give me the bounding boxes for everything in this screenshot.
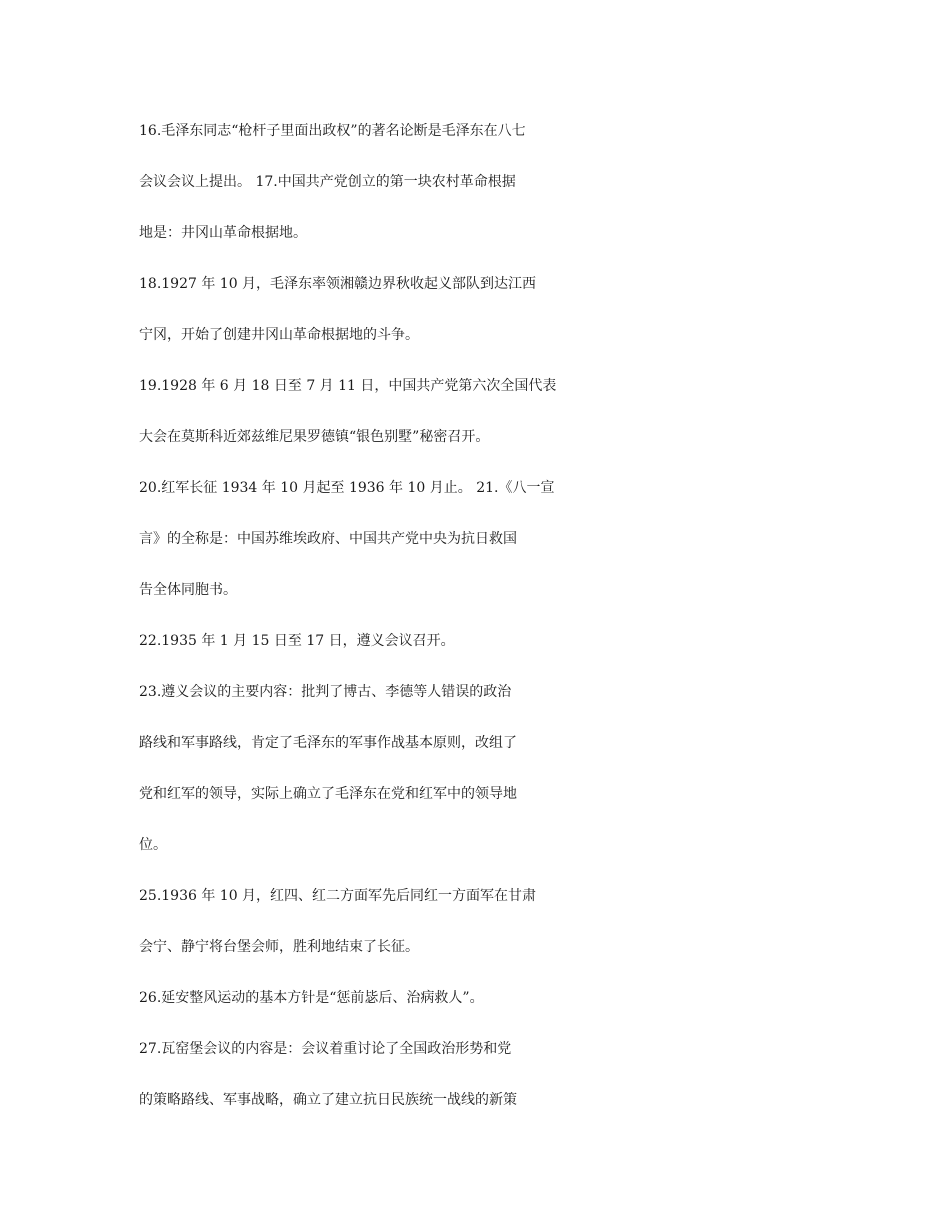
text-line: 言》的全称是：中国苏维埃政府、中国共产党中央为抗日救国 [139, 531, 517, 547]
text-line: 的策略路线、军事战略，确立了建立抗日民族统一战线的新策 [139, 1092, 517, 1108]
text-line: 大会在莫斯科近郊兹维尼果罗德镇“银色别墅”秘密召开。 [139, 429, 490, 445]
text-line: 19.1928 年 6 月 18 日至 7 月 11 日，中国共产党第六次全国代表 [139, 378, 557, 394]
document-body [139, 111, 819, 1131]
text-line: 26.延安整风运动的基本方针是“惩前毖后、治病救人”。 [139, 990, 484, 1006]
text-line: 党和红军的领导，实际上确立了毛泽东在党和红军中的领导地 [139, 786, 517, 802]
text-line: 27.瓦窑堡会议的内容是：会议着重讨论了全国政治形势和党 [139, 1041, 512, 1057]
text-line: 22.1935 年 1 月 15 日至 17 日，遵义会议召开。 [139, 633, 455, 649]
text-line: 25.1936 年 10 月，红四、红二方面军先后同红一方面军在甘肃 [139, 888, 537, 904]
text-line: 会宁、静宁将台堡会师，胜利地结束了长征。 [139, 939, 419, 955]
text-line: 地是：井冈山革命根据地。 [139, 225, 307, 241]
text-line: 16.毛泽东同志“枪杆子里面出政权”的著名论断是毛泽东在八七 [139, 123, 526, 139]
text-line: 路线和军事路线，肯定了毛泽东的军事作战基本原则，改组了 [139, 735, 517, 751]
text-line: 18.1927 年 10 月，毛泽东率领湘赣边界秋收起义部队到达江西 [139, 276, 537, 292]
text-line: 会议会议上提出。 17.中国共产党创立的第一块农村革命根据 [139, 174, 516, 190]
text-line: 位。 [139, 837, 167, 853]
text-line: 20.红军长征 1934 年 10 月起至 1936 年 10 月止。 21.《八一宣 [139, 480, 555, 496]
text-line: 23.遵义会议的主要内容：批判了博古、李德等人错误的政治 [139, 684, 512, 700]
text-line: 宁冈，开始了创建井冈山革命根据地的斗争。 [139, 327, 419, 343]
text-line: 告全体同胞书。 [139, 582, 237, 598]
